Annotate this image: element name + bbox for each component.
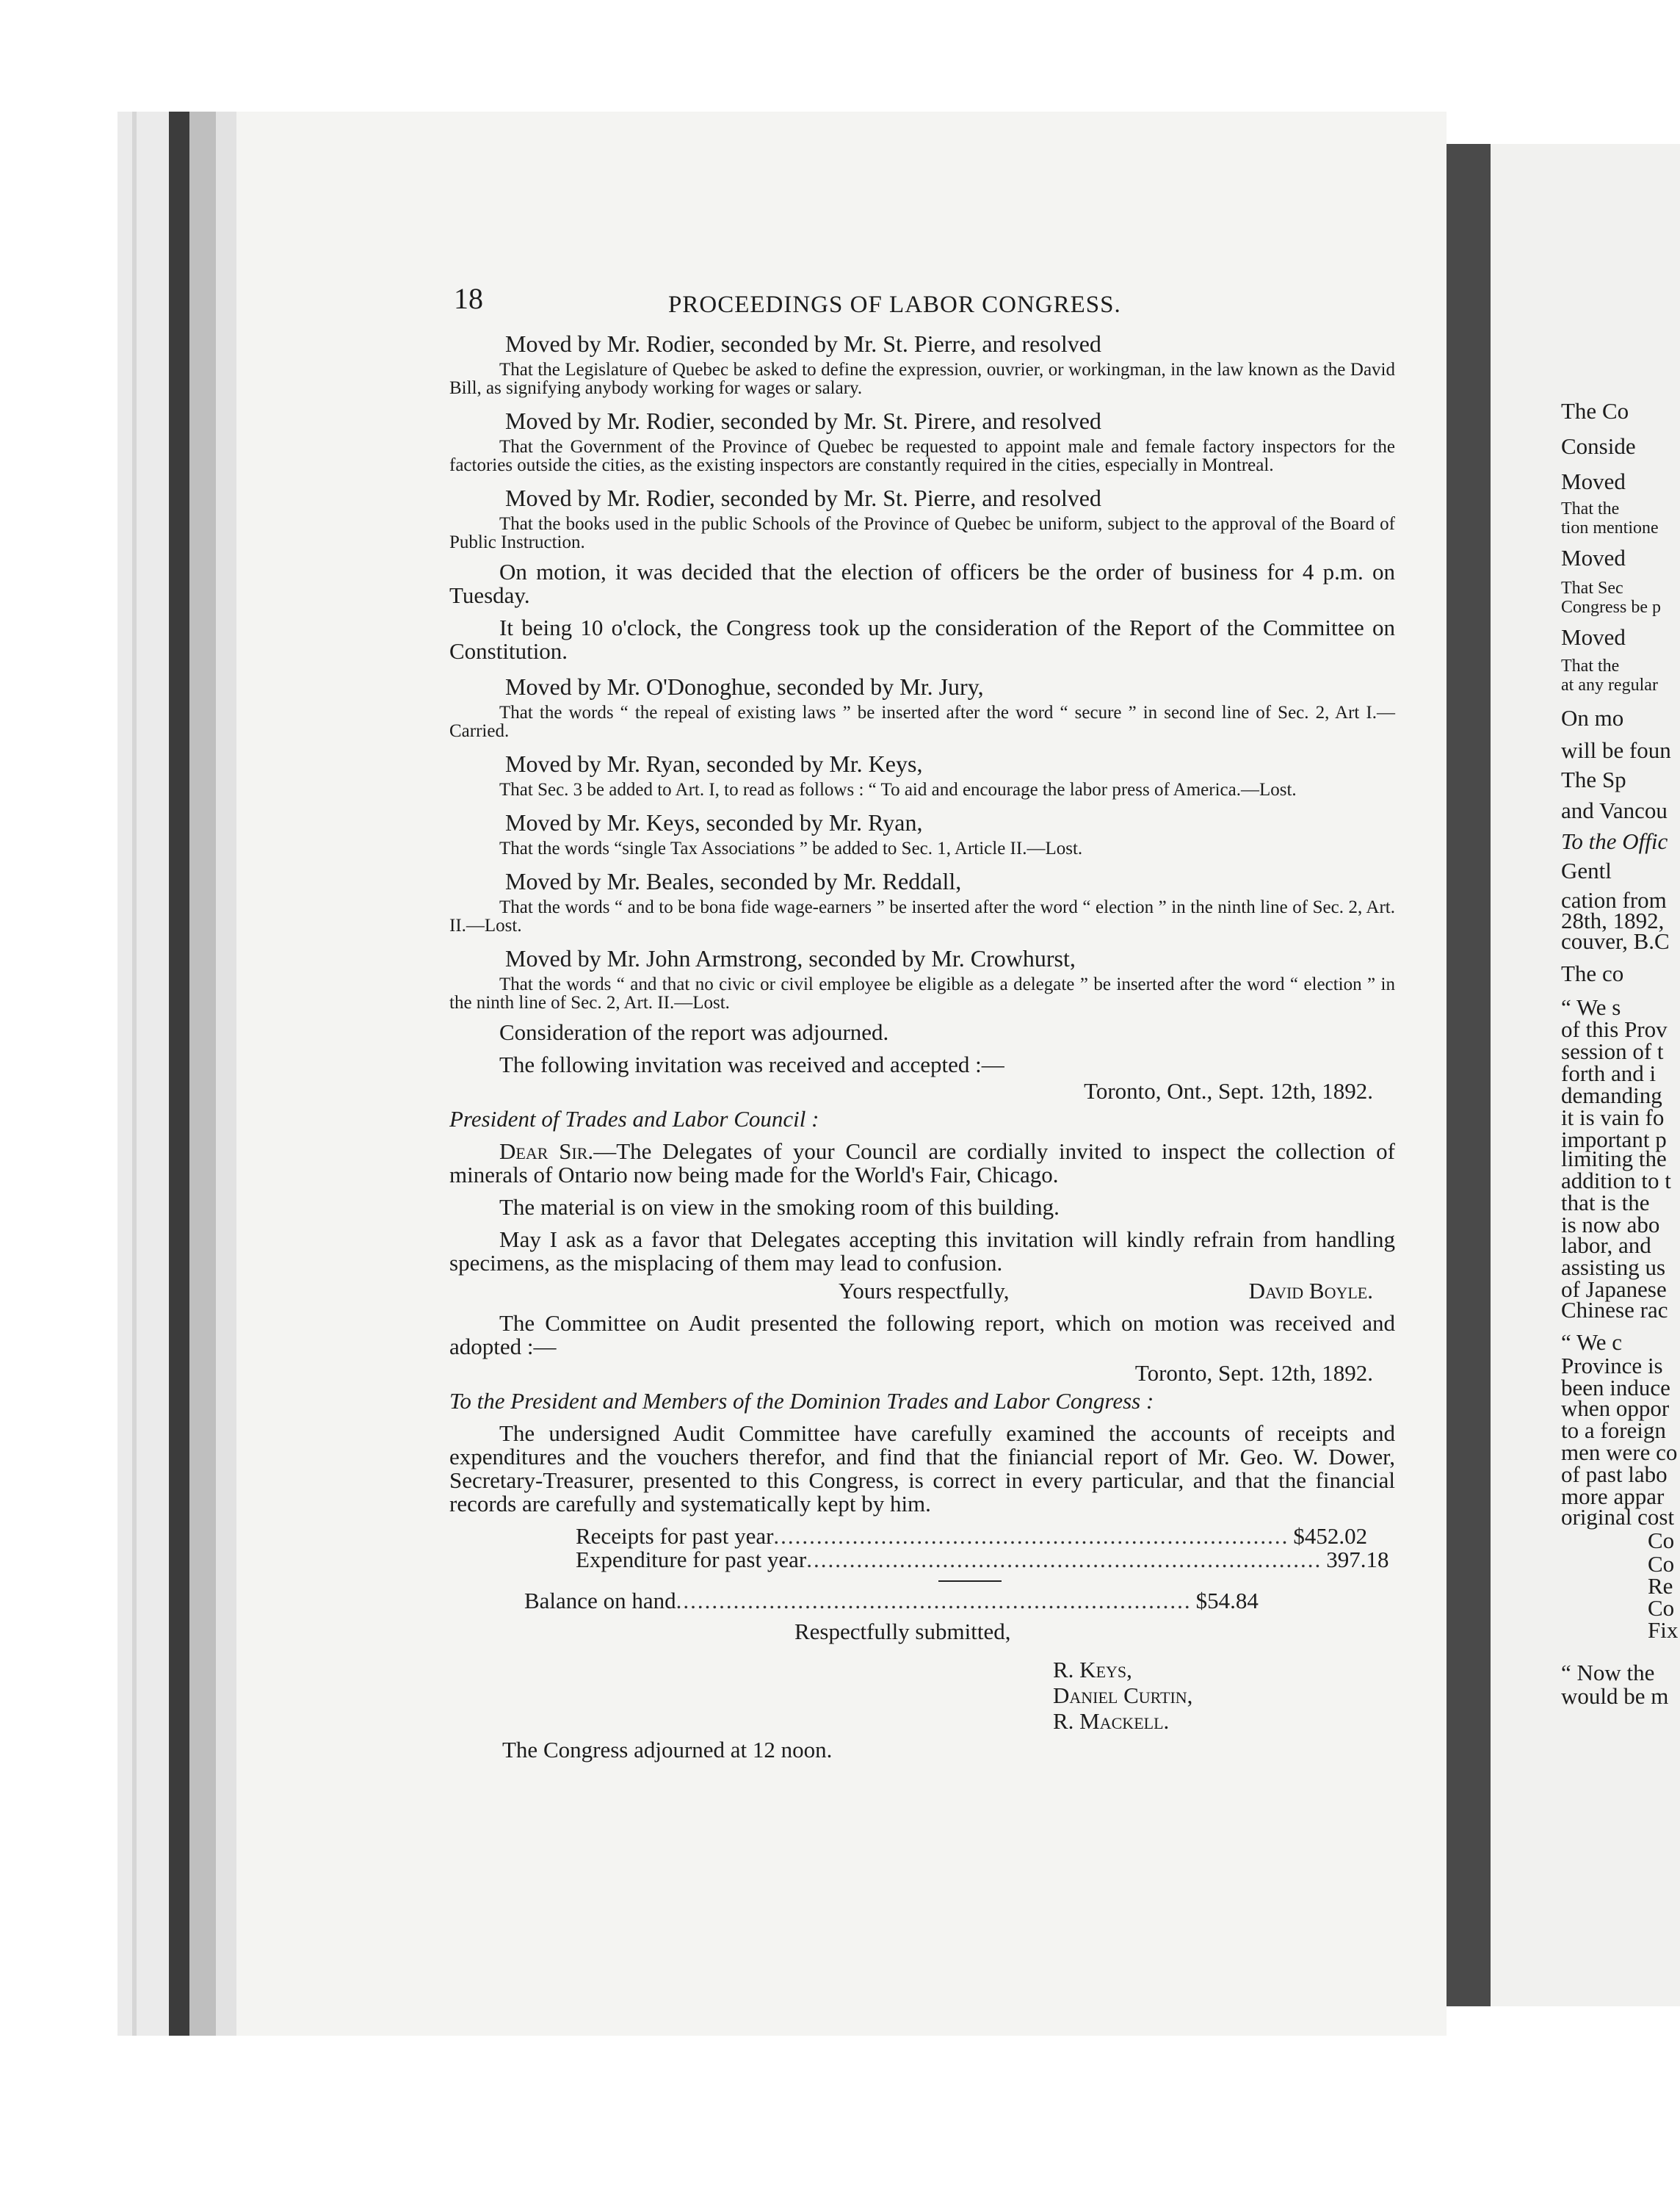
balance-label: Balance on hand [524,1588,676,1613]
book-page-edges [189,112,216,2036]
page-header [449,283,1395,331]
audit-intro: The Committee on Audit presented the following report, which on motion was received and adopted :— [449,1310,1395,1359]
expenditure-label: Expenditure for past year [576,1547,807,1572]
sum-rule [938,1580,1002,1582]
right-page-text-fragment: Re [1648,1573,1673,1599]
expenditure-value: 397.18 [1326,1547,1389,1572]
right-page-text-fragment: The Co [1561,398,1629,424]
letter-paragraph [449,1140,1395,1187]
book-gutter-shadow [1447,144,1491,2006]
right-page-text-fragment: important p [1561,1127,1667,1152]
right-page-text-fragment: To the Offic [1561,828,1668,854]
page-number: 18 [454,282,483,315]
right-page-text-fragment: Co [1648,1595,1675,1621]
resolution-text: That the words “ and that no civic or civil employee be eligible as a delegate ” be inserted after the word “ election ” in the ninth line of Sec. 2, Art. II.—Lost. [449,975,1395,1013]
right-page-text-fragment: Conside [1561,433,1636,459]
balance-value: $54.84 [1195,1588,1259,1613]
resolution-text: That the Government of the Province of Quebec be requested to appoint male and female factory inspectors for the factories outside the cities, as the existing inspectors are constantly required in the cities, especially in Montreal. [449,437,1395,475]
right-page-text-fragment: couver, B.C [1561,928,1670,954]
minutes-body [449,331,1395,1077]
leader-dots: ........................................................................ [676,1588,1192,1613]
letter-dear-sir: Dear Sir. [499,1138,594,1164]
resolution-text: That the Legislature of Quebec be asked to define the expression, ouvrier, or workingman, in the law known as the David Bill, as signifying anybody working for wages or salary. [449,360,1395,398]
right-page-text-fragment: would be m [1561,1683,1669,1709]
right-page-text-fragment: Co [1648,1551,1675,1577]
right-page-text-fragment: On mo [1561,705,1624,731]
book-page-edges [132,112,137,2036]
motion-line: Moved by Mr. Ryan, seconded by Mr. Keys, [505,751,923,777]
account-row-expenditure [576,1547,1389,1572]
resolution-text: That the words “single Tax Associations ” be added to Sec. 1, Article II.—Lost. [499,839,1083,858]
minutes-paragraph: Consideration of the report was adjourned. [499,1019,889,1045]
right-page-text-fragment: of past labo [1561,1461,1668,1487]
running-head: PROCEEDINGS OF LABOR CONGRESS. [668,292,1121,318]
letter-paragraph: The material is on view in the smoking room of this building. [499,1194,1060,1220]
audit-body: The undersigned Audit Committee have carefully examined the accounts of receipts and expenditures and the vouchers therefor, and find that the finiancial report of Mr. Geo. W. Dower, Secretary-Treasurer, presented to this Congress, is correct in every particular, and that the financial records are carefully and systematically kept by him. [449,1420,1395,1516]
right-page-text-fragment: at any regular [1561,676,1658,695]
right-page-text-fragment: demanding [1561,1082,1662,1108]
resolution-text: That the words “ and to be bona fide wage-earners ” be inserted after the word “ election ” in the ninth line of Sec. 2, Art. II.—Lost. [449,897,1395,936]
account-row-balance [524,1588,1259,1613]
receipts-value: $452.02 [1293,1523,1368,1549]
right-page-text-fragment: Chinese rac [1561,1297,1668,1323]
letter-signer: David Boyle. [1248,1278,1373,1304]
right-page-text-fragment: That the [1561,499,1620,518]
right-page-text-fragment: limiting the [1561,1146,1667,1171]
audit-dateline: Toronto, Sept. 12th, 1892. [1134,1360,1373,1386]
right-page-text-fragment: of this Prov [1561,1016,1668,1042]
audit-salutation: To the President and Members of the Dominion Trades and Labor Congress : [449,1388,1154,1414]
motion-line: Moved by Mr. O'Donoghue, seconded by Mr. Jury, [505,673,984,700]
receipts-label: Receipts for past year [576,1523,774,1549]
right-page-text-fragment: original cost [1561,1504,1675,1530]
right-page-text-fragment: addition to t [1561,1168,1671,1193]
letter-signature [449,1279,1395,1303]
right-page-text-fragment: when oppor [1561,1395,1670,1421]
resolution-text: That the books used in the public Schools of the Province of Quebec be uniform, subject to the approval of the Board of Public Instruction. [449,514,1395,552]
audit-accounts [524,1523,1389,1613]
minutes-paragraph: On motion, it was decided that the election of officers be the order of business for 4 p.m. on Tuesday. [449,559,1395,608]
audit-signers [1053,1657,1395,1734]
right-page-text-fragment: Moved [1561,545,1626,571]
leader-dots: ........................................................................ [773,1523,1289,1549]
right-page-text-fragment: men were co [1561,1439,1678,1465]
motion-line: Moved by Mr. Beales, seconded by Mr. Reddall, [505,868,962,894]
minutes-paragraph: It being 10 o'clock, the Congress took up the consideration of the Report of the Committee on Constitution. [449,615,1395,664]
resolution-text: That the words “ the repeal of existing laws ” be inserted after the word “ secure ” in second line of Sec. 2, Art I.—Carried. [449,703,1395,741]
book-page-edges [216,112,236,2036]
right-page-text-fragment: more appar [1561,1483,1665,1509]
right-page [1491,144,1680,2006]
right-page-text-fragment: session of t [1561,1038,1664,1064]
book-spine-shadow [169,112,189,2036]
respectfully-submitted: Respectfully submitted, [794,1619,1011,1644]
motion-line: Moved by Mr. Keys, seconded by Mr. Ryan, [505,809,923,836]
right-page-text-fragment: “ We s [1561,994,1621,1020]
right-page-text-fragment: Province is [1561,1353,1663,1378]
motion-line: Moved by Mr. Rodier, seconded by Mr. St. Pierre, and resolved [505,485,1101,511]
right-page-text-fragment: Congress be p [1561,598,1661,617]
right-page-text-fragment: The Sp [1561,767,1626,792]
minutes-paragraph: The following invitation was received and accepted :— [499,1052,1004,1077]
account-row-receipts [576,1523,1368,1549]
book-page-edges [117,112,169,2036]
right-page-text-fragment: Co [1648,1528,1675,1553]
resolution-text: That Sec. 3 be added to Art. I, to read as follows : “ To aid and encourage the labor press of America.—Lost. [499,780,1297,800]
letter-paragraph: May I ask as a favor that Delegates accepting this invitation will kindly refrain from handling specimens, as the misplacing of them may lead to confusion. [449,1226,1395,1276]
right-page-text-fragment: Gentl [1561,858,1612,883]
right-page-text-fragment: is now abo [1561,1212,1660,1237]
right-page-text-fragment: cation from [1561,887,1667,913]
motion-line: Moved by Mr. Rodier, seconded by Mr. St. Pirere, and resolved [505,408,1101,434]
motion-line: Moved by Mr. John Armstrong, seconded by Mr. Crowhurst, [505,945,1076,972]
right-page-text-fragment: and Vancou [1561,798,1668,823]
page-content [449,283,1395,1762]
right-page-text-fragment: “ We c [1561,1329,1622,1355]
right-page-text-fragment: will be foun [1561,737,1671,763]
letter-dateline: Toronto, Ont., Sept. 12th, 1892. [1084,1078,1373,1104]
right-page-text-fragment: “ Now the [1561,1660,1655,1685]
right-page-text-fragment: That the [1561,657,1620,676]
right-page-text-fragment: that is the [1561,1190,1650,1215]
audit-signer: Daniel Curtin, [1053,1682,1193,1708]
right-page-text-fragment: The co [1561,961,1624,986]
right-page-text-fragment: Moved [1561,624,1626,650]
right-page-text-fragment: been induce [1561,1375,1670,1400]
letter-salutation: President of Trades and Labor Council : [449,1106,819,1132]
right-page-text-fragment: assisting us [1561,1254,1666,1280]
right-page-text-fragment: to a foreign [1561,1417,1666,1443]
right-page-text-fragment: Moved [1561,469,1626,494]
leader-dots: ........................................................................ [806,1547,1322,1572]
right-page-text-fragment: 28th, 1892, [1561,908,1665,933]
letter-closing: Yours respectfully, [839,1278,1010,1304]
adjournment-note: The Congress adjourned at 12 noon. [502,1737,833,1762]
motion-line: Moved by Mr. Rodier, seconded by Mr. St. Pierre, and resolved [505,330,1101,357]
right-page-text-fragment: Fix [1648,1617,1679,1643]
audit-signer: R. Mackell. [1053,1708,1170,1734]
letter-body-1: —The Delegates of your Council are cordially invited to inspect the collection of minerals of Ontario now being made for the World's Fair, Chicago. [449,1138,1395,1187]
right-page-text-fragment: That Sec [1561,579,1623,598]
audit-signer: R. Keys, [1053,1657,1132,1682]
right-page-text-fragment: tion mentione [1561,518,1659,538]
right-page-text-fragment: labor, and [1561,1232,1651,1258]
right-page-text-fragment: forth and i [1561,1060,1657,1086]
right-page-text-fragment: it is vain fo [1561,1104,1665,1130]
right-page-text-fragment: of Japanese [1561,1276,1667,1302]
